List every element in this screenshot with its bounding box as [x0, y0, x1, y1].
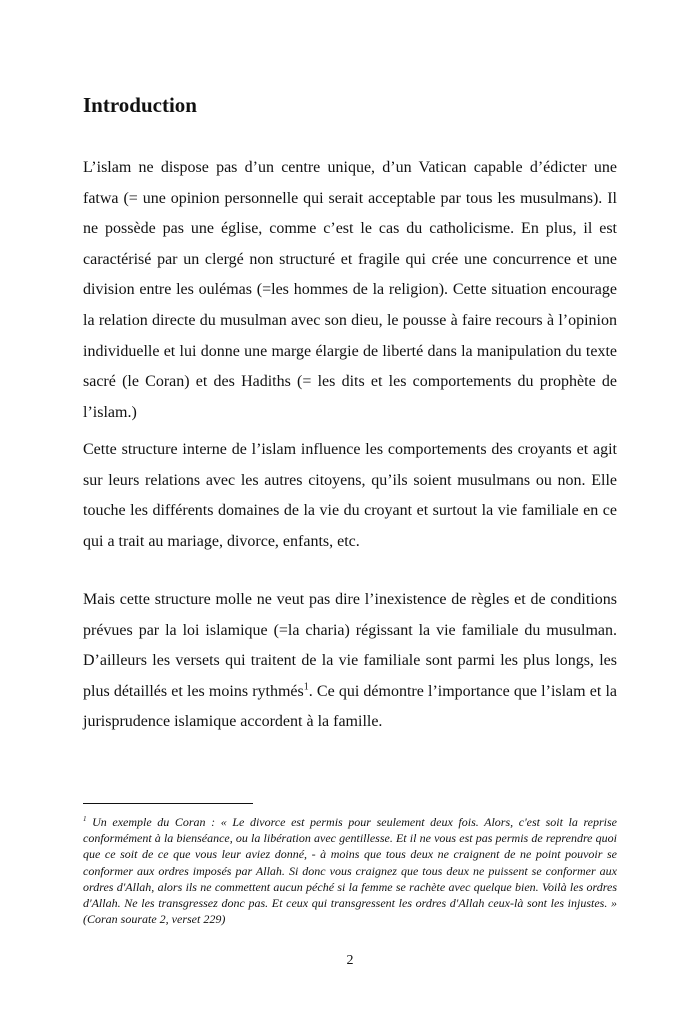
- footnote-separator: [83, 803, 253, 804]
- paragraph-3-text-after-ref: . Ce qui démontre l’importance que l’islam et la jurisprudence islamique accordent à la famille.: [83, 682, 618, 731]
- section-heading: Introduction: [83, 93, 197, 117]
- footnote-marker: 1: [83, 815, 87, 823]
- footnote-text: Un exemple du Coran : « Le divorce est permis pour seulement deux fois. Alors, c'est soit la reprise conformément à la bienséance, ou la libération avec gentillesse. Et il ne vous est pas permis de reprendre quoi que ce soit de ce que vous leur aviez donné, - à moins que tous deux ne craignent de ne point pouvoir se conformer aux ordres imposés par Allah. Si donc vous craignez que tous deux ne puissent se conformer aux ordres d'Allah, alors ils ne commettent aucun péché si la femme se rachète avec quelque bien. Voilà les ordres d'Allah. Ne les transgressez donc pas. Et ceux qui transgressent les ordres d'Allah ceux-là sont les injustes. » (Coran sourate 2, verset 229): [83, 815, 617, 927]
- footnote-reference: 1: [303, 681, 309, 693]
- page-number: 2: [346, 953, 354, 968]
- paragraph-3: [83, 585, 617, 738]
- paragraph-2: Cette structure interne de l’islam influence les comportements des croyants et agit sur leurs relations avec les autres citoyens, qu’ils soient musulmans ou non. Elle touche les différents domaines de la vie du croyant et surtout la vie familiale en ce qui a trait au mariage, divorce, enfants, etc.: [83, 441, 617, 550]
- paragraph-1: L’islam ne dispose pas d’un centre unique, d’un Vatican capable d’édicter une fatwa (= une opinion personnelle qui serait acceptable par tous les musulmans). Il ne possède pas une église, comme c’est le cas du catholicisme. En plus, il est caractérisé par un clergé non structuré et fragile qui crée une concurrence et une division entre les oulémas (=les hommes de la religion). Cette situation encourage la relation directe du musulman avec son dieu, le pousse à faire recours à l’opinion individuelle et lui donne une marge élargie de liberté dans la manipulation du texte sacré (le Coran) et des Hadiths (= les dits et les comportements du prophète de l’islam.): [83, 159, 617, 421]
- footnote: [83, 814, 617, 927]
- paragraph-3-text-before-ref: Mais cette structure molle ne veut pas dire l’inexistence de règles et de conditions prévues par la loi islamique (=la charia) régissant la vie familiale du musulman. D’ailleurs les versets qui traitent de la vie familiale sont parmi les plus longs, les plus détaillés et les moins rythmés: [83, 591, 617, 700]
